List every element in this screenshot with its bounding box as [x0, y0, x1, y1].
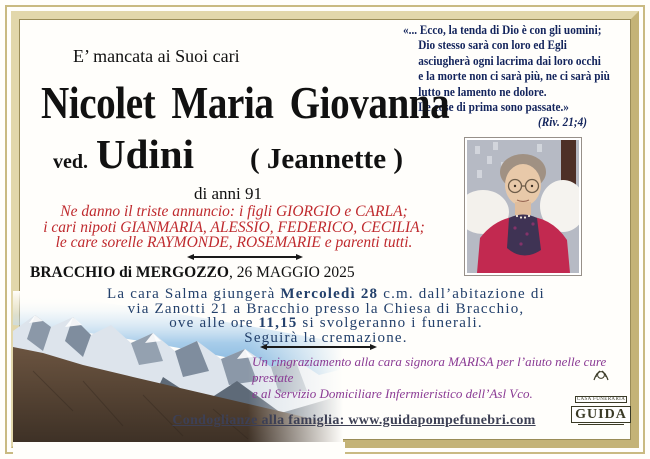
divider-ornament: [260, 344, 377, 350]
date-text: , 26 MAGGIO 2025: [228, 264, 355, 281]
dateline: [30, 264, 355, 282]
funeral-text: si svolgeranno i funerali.: [297, 315, 483, 332]
quote-line: «... Ecco, la tenda di Dio è con gli uomini;: [403, 23, 602, 37]
surname-line: [8, 130, 448, 178]
funeral-text: ove alle ore: [169, 315, 259, 332]
funeral-details: [30, 287, 622, 345]
portrait-illustration: [467, 140, 579, 273]
thanks-line: e al Servizio Domiciliare Infermieristico dell’Asl Vco.: [252, 386, 533, 401]
deceased-nickname: ( Jeannette ): [249, 143, 403, 175]
funeral-line: [30, 287, 622, 302]
funeral-text: La cara Salma giungerà: [107, 286, 281, 302]
funeral-line: via Zanotti 21 a Bracchio presso la Chiesa di Bracchio,: [127, 300, 525, 317]
thanks-line: Un ringraziamento alla cara signora MARISA per l’aiuto nelle cure prestate: [252, 354, 607, 385]
announcement-line: Ne danno il triste annuncio: i figli GIORGIO e CARLA;: [60, 203, 408, 220]
family-announcement: [10, 204, 458, 251]
laurel-crest-icon: [591, 369, 611, 382]
quote-line: Dio stesso sarà con loro ed Egli: [418, 38, 567, 53]
logo-casa-funeraria: CASA FUNERARIA: [576, 397, 626, 402]
deceased-name: Nicolet Maria Giovanna: [41, 77, 450, 128]
funeral-line: [30, 316, 622, 331]
condolences-text: Condoglianze alla famiglia: www.guidapompefunebri.com: [172, 413, 536, 428]
divider-ornament: [187, 254, 303, 260]
deceased-surname: Udini: [95, 131, 194, 177]
funeral-time: 11,15: [258, 315, 298, 332]
logo-guida: GUIDA: [571, 406, 631, 423]
quote-line: asciugherà ogni lacrima dai loro occhi: [418, 53, 601, 68]
photo-bottom-margin: [13, 442, 345, 456]
funeral-line: Seguirà la cremazione.: [244, 329, 408, 346]
quote-attribution: (Riv. 21;4): [538, 115, 587, 130]
intro-line: E’ mancata ai Suoi cari: [73, 46, 240, 66]
place-name: BRACCHIO di MERGOZZO: [30, 264, 229, 281]
announcement-line: i cari nipoti GIANMARIA, ALESSIO, FEDERICO, CECILIA;: [43, 218, 425, 236]
funeral-day: Mercoledì 28: [280, 286, 379, 302]
funeral-text: c.m. dall’abitazione di: [378, 286, 545, 302]
quote-line: lutto ne lamento ne dolore.: [418, 84, 547, 99]
widow-prefix: ved.: [52, 151, 88, 173]
portrait-photo: [464, 137, 582, 276]
age-line: di anni 91: [194, 184, 262, 203]
quote-line: Le cose di prima sono passate.»: [418, 100, 569, 115]
condolences-line: [54, 413, 650, 429]
announcement-line: le care sorelle RAYMONDE, ROSEMARIE e parenti tutti.: [55, 234, 413, 251]
quote-line: e la morte non ci sarà più, ne ci sarà più: [418, 69, 610, 84]
